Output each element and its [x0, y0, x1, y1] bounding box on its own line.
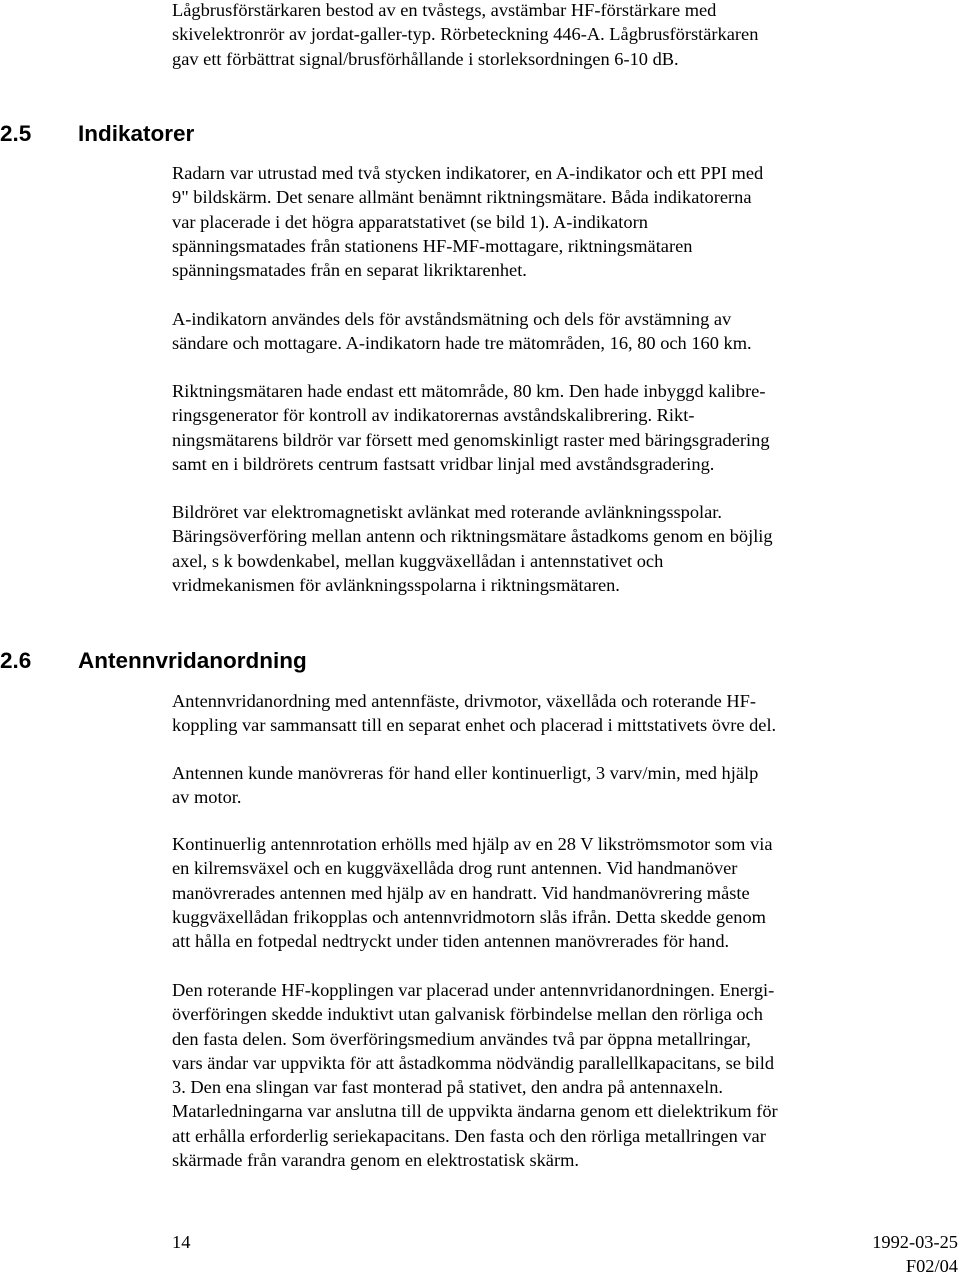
text-line: vridmekanismen för avlänkningsspolarna i riktningsmätaren.	[172, 574, 620, 595]
text-line: samt en i bildrörets centrum fastsatt vridbar linjal med avståndsgradering.	[172, 453, 715, 474]
paragraph	[172, 978, 872, 1172]
text-line: A-indikatorn användes dels för avståndsmätning och dels för avstämning av	[172, 309, 732, 329]
paragraph	[172, 761, 872, 810]
text-line: manövrerades antennen med hjälp av en handratt. Vid handmanövrering måste	[172, 882, 750, 903]
text-line: Radarn var utrustad med två stycken indikatorer, en A-indikator och ett PPI med	[172, 163, 764, 183]
text-line: vars ändar var uppvikta för att åstadkomma nödvändig parallellkapacitans, se bild	[172, 1052, 775, 1073]
text-line: spänningsmatades från en separat likriktarenhet.	[172, 260, 527, 281]
paragraph	[172, 379, 872, 476]
text-line: att hålla en fotpedal nedtryckt under tiden antennen manövrerades för hand.	[172, 931, 730, 952]
section-number: 2.5	[0, 121, 32, 146]
section-title: Antennvridanordning	[78, 648, 307, 673]
footer-doc-code: F02/04	[905, 1256, 958, 1276]
section-number: 2.6	[0, 648, 32, 673]
text-line: kuggväxellådan frikopplas och antennvridmotorn slås ifrån. Detta skedde genom	[172, 906, 766, 927]
section-title: Indikatorer	[78, 121, 195, 146]
text-line: överföringen skedde induktivt utan galvanisk förbindelse mellan den rörliga och	[172, 1004, 763, 1025]
paragraph	[172, 307, 872, 356]
text-line: var placerade i det högra apparatstativet (se bild 1). A-indikatorn	[172, 211, 648, 232]
text-line: Bäringsöverföring mellan antenn och riktningsmätare åstadkoms genom en böjlig	[172, 526, 773, 547]
text-line: en kilremsväxel och en kuggväxellåda drog runt antennen. Vid handmanöver	[172, 858, 738, 879]
text-line: Antennvridanordning med antennfäste, drivmotor, växellåda och roterande HF-	[172, 691, 757, 711]
text-line: spänningsmatades från stationens HF-MF-mottagare, riktningsmätaren	[172, 235, 693, 256]
text-line: gav ett förbättrat signal/brusförhållande i storleksordningen 6-10 dB.	[172, 48, 679, 69]
footer-date: 1992-03-25	[872, 1232, 958, 1252]
text-line: sändare och mottagare. A-indikatorn hade tre mätområden, 16, 80 och 160 km.	[172, 333, 752, 354]
text-line: skärmade från varandra genom en elektrostatisk skärm.	[172, 1150, 579, 1171]
text-line: skivelektronrör av jordat-galler-typ. Rörbeteckning 446-A. Lågbrusförstärkaren	[172, 24, 759, 45]
text-line: ringsgenerator för kontroll av indikatorernas avståndskalibrering. Rikt-	[172, 405, 695, 426]
page-number: 14	[172, 1232, 191, 1252]
paragraph	[172, 161, 872, 282]
text-line: den fasta delen. Som överföringsmedium användes två par öppna metallringar,	[172, 1028, 751, 1049]
text-line: Antennen kunde manövreras för hand eller kontinuerligt, 3 varv/min, med hjälp	[172, 763, 759, 783]
text-line: koppling var sammansatt till en separat enhet och placerad i mittstativets övre del.	[172, 715, 777, 736]
paragraph	[172, 689, 872, 738]
text-line: axel, s k bowdenkabel, mellan kuggväxellådan i antennstativet och	[172, 550, 664, 571]
text-line: Den roterande HF-kopplingen var placerad under antennvridanordningen. Energi-	[172, 980, 775, 1000]
text-line: Bildröret var elektromagnetiskt avlänkat med roterande avlänkningsspolar.	[172, 502, 723, 522]
text-line: ningsmätarens bildrör var försett med genomskinligt raster med bäringsgradering	[172, 429, 770, 450]
paragraph	[172, 832, 872, 953]
text-line: av motor.	[172, 787, 242, 808]
text-line: 9" bildskärm. Det senare allmänt benämnt riktningsmätare. Båda indikatorerna	[172, 187, 752, 208]
text-line: Kontinuerlig antennrotation erhölls med hjälp av en 28 V likströmsmotor som via	[172, 834, 773, 854]
text-line: Matarledningarna var anslutna till de uppvikta ändarna genom ett dielektrikum för	[172, 1101, 778, 1122]
text-line: Lågbrusförstärkaren bestod av en tvåstegs, avstämbar HF-förstärkare med	[172, 0, 717, 20]
text-line: 3. Den ena slingan var fast monterad på stativet, den andra på antennaxeln.	[172, 1077, 724, 1098]
text-line: att erhålla erforderlig seriekapacitans. Den fasta och den rörliga metallringen var	[172, 1125, 766, 1146]
intro-paragraph	[172, 0, 872, 71]
paragraph	[172, 500, 872, 597]
text-line: Riktningsmätaren hade endast ett mätområde, 80 km. Den hade inbyggd kalibre-	[172, 381, 766, 401]
